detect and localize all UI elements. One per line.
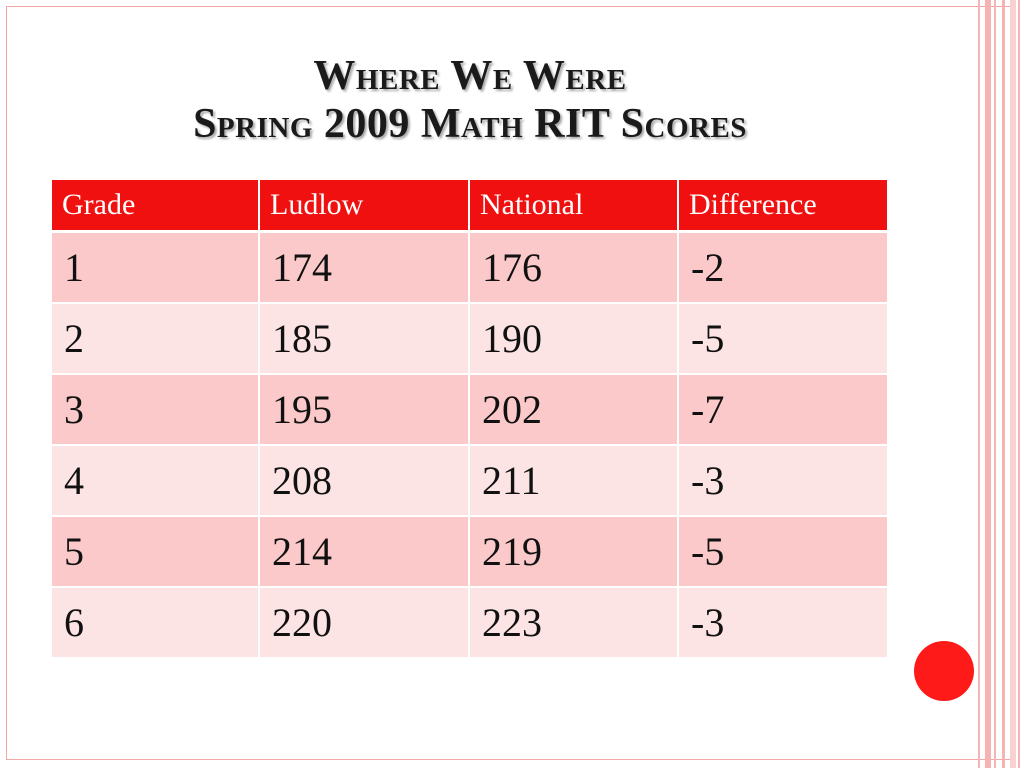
decorative-stripe <box>1002 0 1005 768</box>
scores-table <box>52 180 887 659</box>
cell-ludlow: 174 <box>259 232 469 304</box>
cell-grade: 3 <box>52 374 259 445</box>
table-header-row <box>52 180 887 232</box>
cell-difference: -7 <box>678 374 887 445</box>
cell-national: 176 <box>469 232 678 304</box>
table-row <box>52 516 887 587</box>
cell-difference: -5 <box>678 303 887 374</box>
decorative-stripe <box>1010 0 1016 768</box>
table-row <box>52 445 887 516</box>
decorative-stripe <box>1018 0 1020 768</box>
table-row <box>52 374 887 445</box>
cell-national: 223 <box>469 587 678 658</box>
cell-national: 211 <box>469 445 678 516</box>
header-ludlow: Ludlow <box>259 180 469 232</box>
decorative-stripe <box>994 0 996 768</box>
cell-ludlow: 214 <box>259 516 469 587</box>
cell-grade: 2 <box>52 303 259 374</box>
header-national: National <box>469 180 678 232</box>
cell-grade: 4 <box>52 445 259 516</box>
cell-ludlow: 208 <box>259 445 469 516</box>
cell-difference: -3 <box>678 587 887 658</box>
cell-ludlow: 195 <box>259 374 469 445</box>
cell-national: 190 <box>469 303 678 374</box>
cell-difference: -5 <box>678 516 887 587</box>
title-line-1: Where We Were <box>313 53 627 99</box>
cell-national: 202 <box>469 374 678 445</box>
table-row <box>52 232 887 304</box>
slide-title <box>0 52 940 148</box>
decorative-stripe <box>978 0 980 768</box>
cell-ludlow: 185 <box>259 303 469 374</box>
cell-difference: -2 <box>678 232 887 304</box>
cell-ludlow: 220 <box>259 587 469 658</box>
decorative-stripe <box>985 0 991 768</box>
header-grade: Grade <box>52 180 259 232</box>
cell-grade: 1 <box>52 232 259 304</box>
cell-grade: 6 <box>52 587 259 658</box>
cell-national: 219 <box>469 516 678 587</box>
cell-difference: -3 <box>678 445 887 516</box>
title-line-2: Spring 2009 Math RIT Scores <box>193 101 747 147</box>
decorative-circle <box>914 641 974 701</box>
header-difference: Difference <box>678 180 887 232</box>
table-row <box>52 303 887 374</box>
cell-grade: 5 <box>52 516 259 587</box>
table-row <box>52 587 887 658</box>
